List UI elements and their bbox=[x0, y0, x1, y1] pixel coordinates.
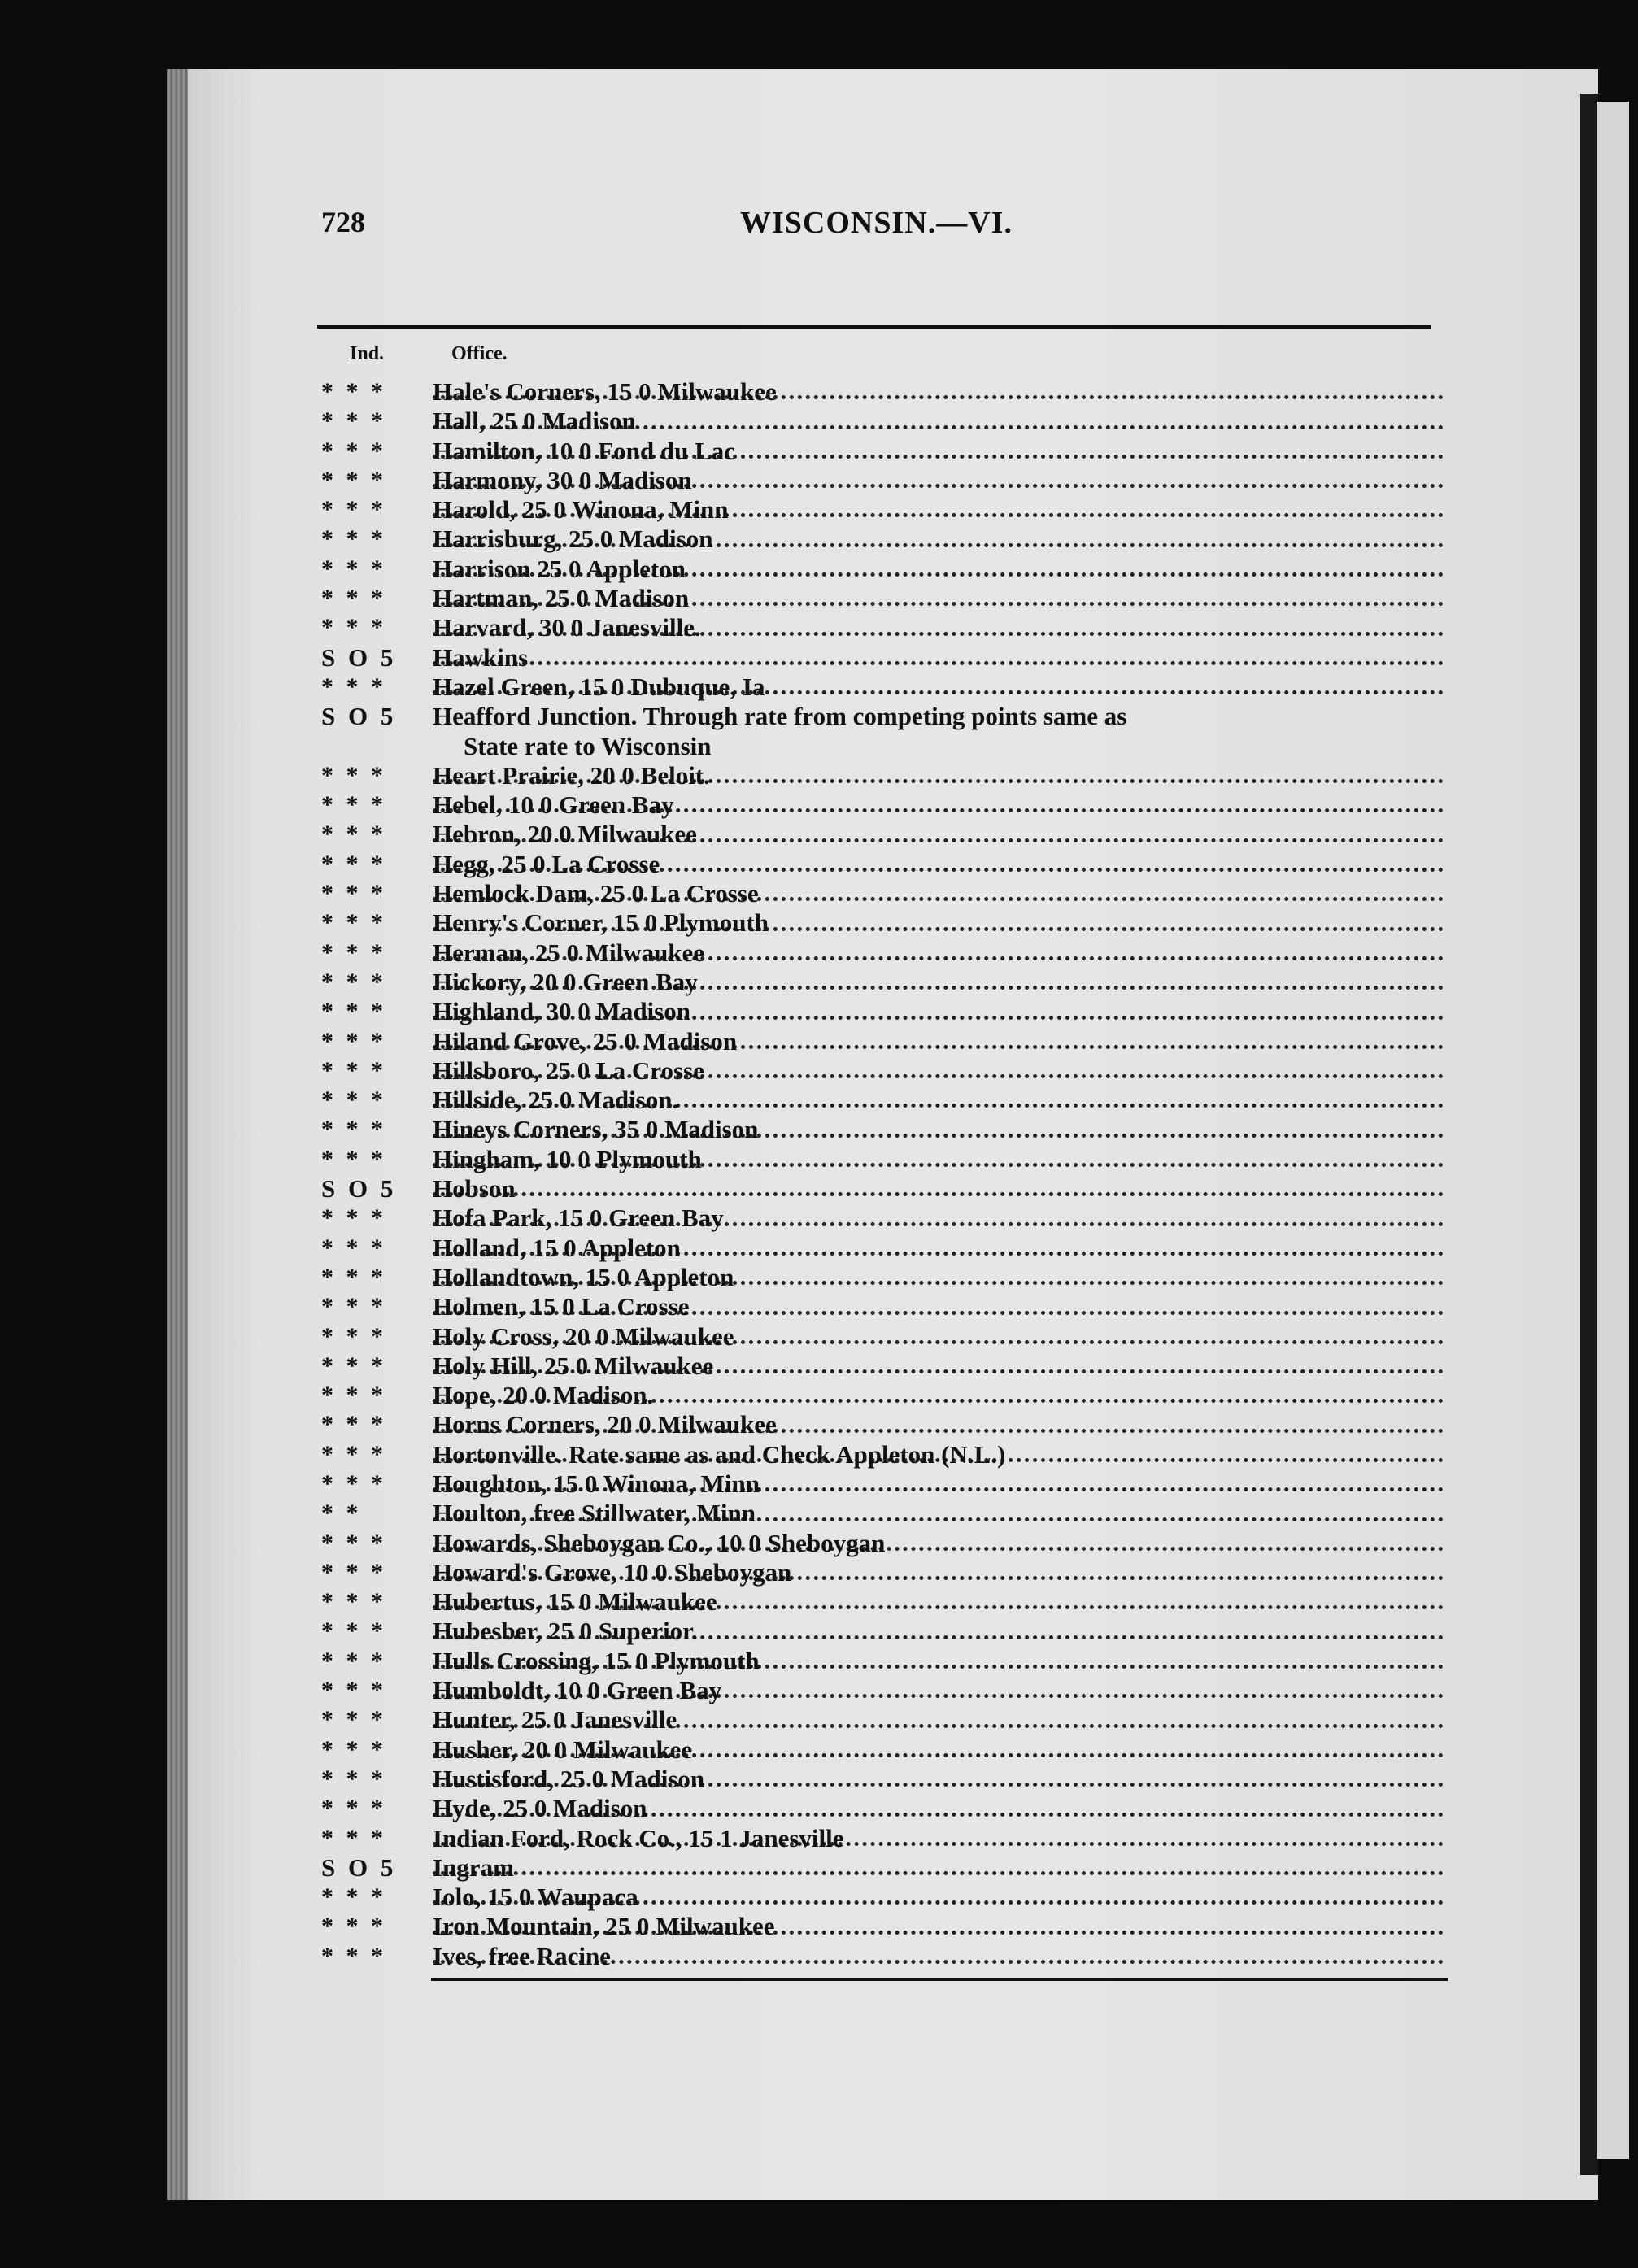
indicator: S O 5 bbox=[321, 1174, 397, 1204]
list-item bbox=[321, 584, 1444, 613]
list-item bbox=[321, 1410, 1444, 1439]
column-header-ind: Ind. bbox=[350, 343, 385, 364]
list-item bbox=[321, 702, 1444, 761]
office-text: Hingham, 10 0 Plymouth bbox=[433, 1144, 702, 1173]
office-text: Humboldt, 10 0 Green Bay bbox=[433, 1676, 722, 1705]
list-item bbox=[321, 1145, 1444, 1174]
list-item bbox=[321, 673, 1444, 702]
indicator: * * * bbox=[321, 821, 386, 848]
list-item bbox=[321, 1381, 1444, 1410]
office-text: Iolo, 15 0 Waupaca bbox=[433, 1883, 638, 1912]
office-entry bbox=[433, 1853, 1444, 1883]
page-number: 728 bbox=[321, 206, 365, 238]
office-entry bbox=[433, 908, 1444, 938]
office-entry bbox=[433, 938, 1444, 968]
office-entry bbox=[433, 1174, 1444, 1204]
office-entry bbox=[433, 1469, 1444, 1499]
list-item bbox=[321, 1794, 1444, 1823]
indicator: * * * bbox=[321, 938, 386, 966]
office-entry bbox=[433, 1204, 1444, 1233]
office-text: Harmony, 30 0 Madison bbox=[433, 465, 692, 494]
office-text: Houghton, 15 0 Winona, Minn bbox=[433, 1469, 760, 1498]
office-text: Hamilton, 10 0 Fond du Lac bbox=[433, 436, 736, 465]
office-entry bbox=[433, 1086, 1444, 1115]
page-header bbox=[321, 205, 1427, 246]
office-text: Hunter, 25 0 Janesville bbox=[433, 1705, 677, 1735]
office-entry bbox=[433, 1676, 1444, 1705]
indicator: * * * bbox=[321, 1352, 386, 1379]
list-item bbox=[321, 908, 1444, 938]
list-item bbox=[321, 790, 1444, 820]
list-item bbox=[321, 968, 1444, 997]
office-entry bbox=[433, 1617, 1444, 1646]
indicator: * * * bbox=[321, 1440, 386, 1468]
list-item bbox=[321, 1705, 1444, 1735]
office-text: Hobson bbox=[433, 1174, 516, 1204]
office-entry bbox=[433, 1529, 1444, 1558]
office-text: Hawkins bbox=[433, 642, 529, 672]
indicator: * * * bbox=[321, 968, 386, 995]
indicator: * * * bbox=[321, 378, 386, 405]
office-entry bbox=[433, 1056, 1444, 1086]
list-item bbox=[321, 1440, 1444, 1469]
office-text: Holy Hill, 25 0 Milwaukee bbox=[433, 1351, 714, 1380]
indicator: * * * bbox=[321, 1145, 386, 1173]
office-text: Howards, Sheboygan Co., 10 0 Sheboygan bbox=[433, 1528, 886, 1557]
office-entry bbox=[433, 790, 1444, 820]
indicator: * * * bbox=[321, 761, 386, 789]
office-text: Hiland Grove, 25 0 Madison bbox=[433, 1026, 738, 1056]
office-entry bbox=[433, 1499, 1444, 1528]
indicator: * * * bbox=[321, 1588, 386, 1616]
indicator: * * * bbox=[321, 1382, 386, 1409]
office-entry bbox=[433, 850, 1444, 879]
office-text: Hustisford, 25 0 Madison bbox=[433, 1764, 705, 1793]
office-text: Hortonville. Rate same as and Check Appleton (N.L.) bbox=[433, 1439, 1006, 1469]
indicator: * * * bbox=[321, 850, 386, 877]
office-text: Hebel, 10 0 Green Bay bbox=[433, 790, 674, 820]
list-item bbox=[321, 525, 1444, 554]
indicator: * * * bbox=[321, 1558, 386, 1586]
office-text: Hubertus, 15 0 Milwaukee bbox=[433, 1587, 717, 1617]
office-text: Heart Prairie, 20 0 Beloit. bbox=[433, 760, 710, 790]
office-entry bbox=[433, 1912, 1444, 1941]
indicator: * * * bbox=[321, 1735, 386, 1763]
list-item bbox=[321, 437, 1444, 466]
office-text: Hyde, 25 0 Madison bbox=[433, 1794, 647, 1823]
office-entry bbox=[433, 1558, 1444, 1587]
office-entry bbox=[433, 466, 1444, 495]
list-item bbox=[321, 879, 1444, 908]
indicator: * * * bbox=[321, 880, 386, 908]
list-item bbox=[321, 1883, 1444, 1912]
indicator: * * * bbox=[321, 673, 386, 700]
list-item bbox=[321, 1322, 1444, 1352]
office-entry bbox=[433, 1883, 1444, 1912]
office-entry bbox=[433, 968, 1444, 997]
office-entry bbox=[433, 1322, 1444, 1352]
list-item bbox=[321, 1234, 1444, 1263]
list-item bbox=[321, 1115, 1444, 1144]
office-entry bbox=[433, 1410, 1444, 1439]
indicator: * * * bbox=[321, 525, 386, 553]
office-entry bbox=[433, 1263, 1444, 1292]
list-item bbox=[321, 1617, 1444, 1646]
office-entry bbox=[433, 1824, 1444, 1853]
office-text: Hickory, 20 0 Green Bay bbox=[433, 967, 698, 996]
office-text: Harvard, 30 0 Janesville. bbox=[433, 613, 701, 642]
office-entry bbox=[433, 525, 1444, 554]
office-text: Hubesber, 25 0 Superior. bbox=[433, 1617, 698, 1646]
office-text: Ingram bbox=[433, 1852, 514, 1882]
list-item bbox=[321, 1352, 1444, 1381]
list-item bbox=[321, 1529, 1444, 1558]
indicator: * * * bbox=[321, 1795, 386, 1822]
indicator: * * * bbox=[321, 1116, 386, 1143]
list-item bbox=[321, 1558, 1444, 1587]
office-entry bbox=[433, 1115, 1444, 1144]
office-text: Indian Ford, Rock Co., 15 1 Janesville bbox=[433, 1823, 844, 1852]
list-item bbox=[321, 938, 1444, 968]
office-text: Ives, free Racine bbox=[433, 1941, 611, 1970]
office-text: Harrison 25 0 Appleton bbox=[433, 554, 686, 583]
indicator: * * * bbox=[321, 1942, 386, 1970]
indicator: S O 5 bbox=[321, 702, 397, 731]
indicator: * * * bbox=[321, 1234, 386, 1261]
list-item bbox=[321, 1174, 1444, 1204]
indicator: * * * bbox=[321, 1617, 386, 1645]
office-text: Hulls Crossing, 15 0 Plymouth bbox=[433, 1646, 760, 1675]
office-entry bbox=[433, 1234, 1444, 1263]
indicator: * * * bbox=[321, 1204, 386, 1232]
office-entry bbox=[433, 1765, 1444, 1794]
list-item bbox=[321, 1942, 1444, 1971]
list-item bbox=[321, 407, 1444, 436]
indicator: * * * bbox=[321, 1647, 386, 1674]
list-item bbox=[321, 1499, 1444, 1528]
list-item bbox=[321, 1853, 1444, 1883]
indicator: * * * bbox=[321, 1824, 386, 1852]
office-text: Hemlock Dam, 25 0 La Crosse bbox=[433, 879, 759, 908]
office-entry bbox=[433, 1794, 1444, 1823]
office-entry bbox=[433, 1145, 1444, 1174]
office-entry bbox=[433, 1647, 1444, 1676]
office-text: Horns Corners, 20 0 Milwaukee bbox=[433, 1410, 777, 1439]
office-entry bbox=[433, 643, 1444, 673]
office-entry bbox=[433, 584, 1444, 613]
list-item bbox=[321, 1027, 1444, 1056]
list-item bbox=[321, 1086, 1444, 1115]
list-item bbox=[321, 1056, 1444, 1086]
office-entry bbox=[433, 1440, 1444, 1469]
office-entry bbox=[433, 1587, 1444, 1617]
office-entry bbox=[433, 613, 1444, 642]
list-item bbox=[321, 1912, 1444, 1941]
indicator: * * * bbox=[321, 1056, 386, 1084]
office-text: Hineys Corners, 35 0 Madison bbox=[433, 1115, 759, 1144]
office-list bbox=[321, 377, 1444, 1971]
list-item bbox=[321, 820, 1444, 849]
office-text: Harold, 25 0 Winona, Minn bbox=[433, 495, 729, 525]
list-item bbox=[321, 761, 1444, 790]
office-entry bbox=[433, 879, 1444, 908]
office-entry bbox=[433, 1705, 1444, 1735]
office-entry bbox=[433, 495, 1444, 525]
indicator: S O 5 bbox=[321, 1852, 397, 1882]
indicator: * * * bbox=[321, 1293, 386, 1321]
office-text: Holmen, 15 0 La Crosse bbox=[433, 1292, 690, 1321]
office-text: Highland, 30 0 Madison bbox=[433, 997, 690, 1026]
list-item bbox=[321, 466, 1444, 495]
indicator: * * * bbox=[321, 466, 386, 494]
list-item bbox=[321, 1292, 1444, 1321]
indicator: * * * bbox=[321, 998, 386, 1025]
indicator: * * * bbox=[321, 1086, 386, 1114]
office-text: Hofa Park, 15 0 Green Bay bbox=[433, 1204, 724, 1233]
indicator: * * * bbox=[321, 585, 386, 612]
office-text: Hartman, 25 0 Madison bbox=[433, 584, 690, 613]
list-item bbox=[321, 1587, 1444, 1617]
office-text: Hegg, 25 0 La Crosse bbox=[433, 849, 660, 878]
office-text: Holland, 15 0 Appleton bbox=[433, 1233, 681, 1262]
office-entry bbox=[433, 673, 1444, 702]
office-entry bbox=[433, 761, 1444, 790]
indicator: * * * bbox=[321, 1469, 386, 1497]
office-entry bbox=[433, 820, 1444, 849]
indicator: * * bbox=[321, 1500, 362, 1527]
office-text: Howard's Grove, 10 0 Sheboygan bbox=[433, 1557, 792, 1587]
indicator: * * * bbox=[321, 1263, 386, 1291]
indicator: S O 5 bbox=[321, 642, 397, 672]
indicator: * * * bbox=[321, 1913, 386, 1940]
facing-page-edge bbox=[1597, 102, 1629, 2159]
list-item bbox=[321, 1204, 1444, 1233]
indicator: * * * bbox=[321, 1883, 386, 1911]
office-text: Herman, 25 0 Milwaukee bbox=[433, 938, 705, 967]
office-text: Harrisburg, 25 0 Madison bbox=[433, 525, 713, 554]
office-text: Houlton, free Stillwater, Minn bbox=[433, 1499, 756, 1528]
office-text: Hazel Green, 15 0 Dubuque, Ia bbox=[433, 672, 765, 701]
list-item bbox=[321, 1647, 1444, 1676]
header-rule bbox=[317, 325, 1431, 329]
indicator: * * * bbox=[321, 1322, 386, 1350]
office-entry bbox=[433, 437, 1444, 466]
office-text: Hillsboro, 25 0 La Crosse bbox=[433, 1056, 704, 1085]
list-item bbox=[321, 997, 1444, 1026]
indicator: * * * bbox=[321, 1765, 386, 1792]
office-entry bbox=[433, 1735, 1444, 1765]
office-entry bbox=[433, 1942, 1444, 1971]
office-text: Holy Cross, 20 0 Milwaukee bbox=[433, 1321, 734, 1351]
office-entry bbox=[433, 555, 1444, 584]
list-item bbox=[321, 1765, 1444, 1794]
office-entry bbox=[433, 377, 1444, 407]
indicator: * * * bbox=[321, 614, 386, 642]
office-entry bbox=[433, 407, 1444, 436]
list-item bbox=[321, 1824, 1444, 1853]
indicator: * * * bbox=[321, 1706, 386, 1734]
indicator: * * * bbox=[321, 791, 386, 819]
page-gutter bbox=[167, 69, 188, 2200]
office-text: Heafford Junction. Through rate from competing points same as bbox=[433, 702, 1127, 731]
binding-shadow bbox=[1580, 94, 1598, 2175]
office-continuation: State rate to Wisconsin bbox=[464, 731, 712, 760]
office-entry bbox=[433, 1292, 1444, 1321]
office-entry bbox=[433, 997, 1444, 1026]
indicator: * * * bbox=[321, 1677, 386, 1704]
footer-rule bbox=[431, 1978, 1448, 1981]
office-entry bbox=[433, 702, 1444, 731]
office-text: Hebron, 20 0 Milwaukee bbox=[433, 820, 697, 849]
indicator: * * * bbox=[321, 909, 386, 937]
office-text: Husher, 20 0 Milwaukee bbox=[433, 1735, 693, 1764]
list-item bbox=[321, 613, 1444, 642]
list-item bbox=[321, 1735, 1444, 1765]
office-entry bbox=[433, 1027, 1444, 1056]
list-item bbox=[321, 850, 1444, 879]
indicator: * * * bbox=[321, 496, 386, 524]
indicator: * * * bbox=[321, 555, 386, 582]
office-text: Hale's Corners, 15 0 Milwaukee bbox=[433, 377, 777, 406]
list-item bbox=[321, 1676, 1444, 1705]
office-text: Hope, 20 0 Madison. bbox=[433, 1381, 654, 1410]
office-text: Hollandtown, 15 0 Appleton bbox=[433, 1262, 734, 1291]
office-text: Iron Mountain, 25 0 Milwaukee bbox=[433, 1912, 775, 1941]
indicator: * * * bbox=[321, 1411, 386, 1439]
column-header-office: Office. bbox=[451, 343, 508, 364]
list-item bbox=[321, 495, 1444, 525]
indicator: * * * bbox=[321, 1529, 386, 1556]
office-text: Hall, 25 0 Madison bbox=[433, 407, 636, 436]
list-item bbox=[321, 1263, 1444, 1292]
list-item bbox=[321, 643, 1444, 673]
office-text: Henry's Corner, 15 0 Plymouth bbox=[433, 908, 769, 938]
list-item bbox=[321, 377, 1444, 407]
office-text: Hillside, 25 0 Madison. bbox=[433, 1086, 679, 1115]
indicator: * * * bbox=[321, 1027, 386, 1055]
list-item bbox=[321, 555, 1444, 584]
indicator: * * * bbox=[321, 437, 386, 464]
indicator: * * * bbox=[321, 407, 386, 435]
office-entry bbox=[433, 1352, 1444, 1381]
running-title: WISCONSIN.—VI. bbox=[740, 206, 1013, 240]
office-entry bbox=[433, 1381, 1444, 1410]
list-item bbox=[321, 1469, 1444, 1499]
